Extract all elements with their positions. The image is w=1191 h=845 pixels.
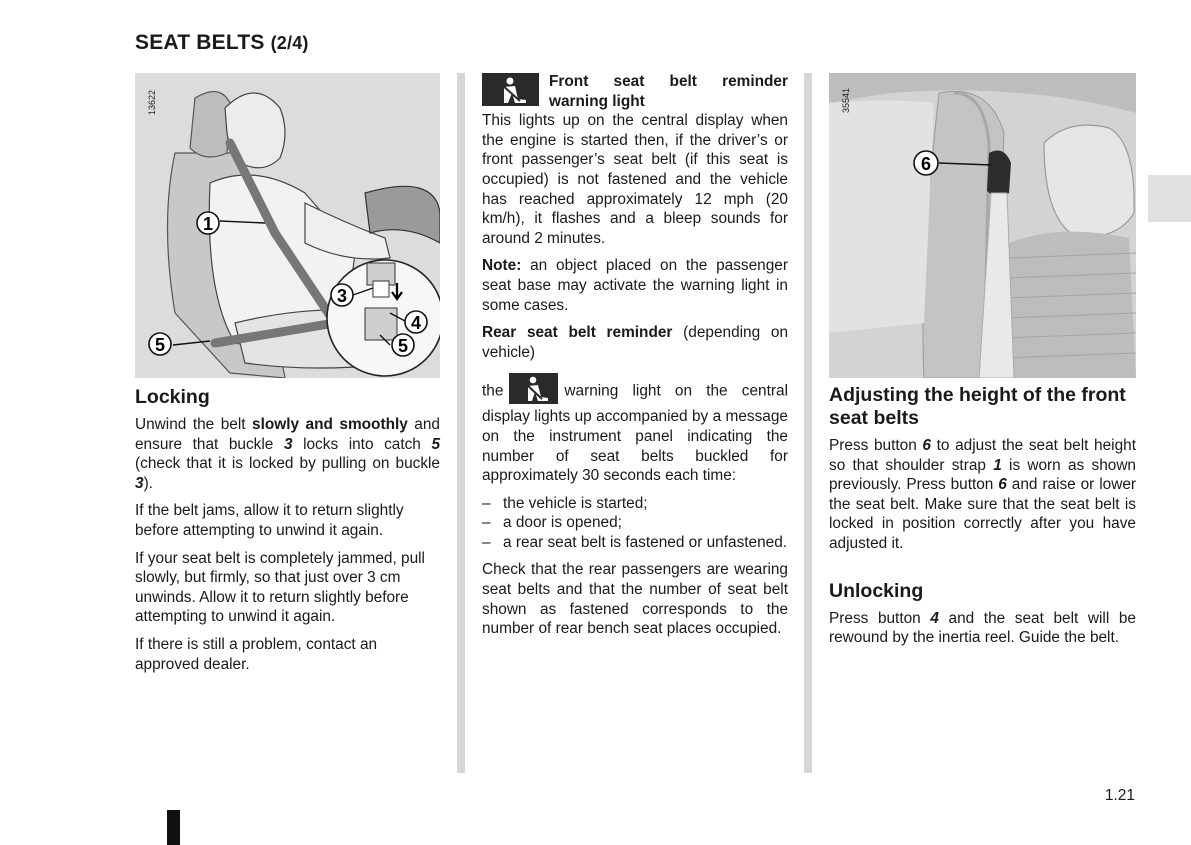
locking-heading: Locking — [135, 386, 210, 408]
front-reminder-title-2: warning light — [549, 92, 645, 110]
page-title-text: SEAT BELTS — [135, 31, 265, 54]
column-divider-2 — [804, 73, 812, 773]
locking-paragraph-4: If there is still a problem, contact an approved dealer. — [135, 635, 378, 673]
callout-1: 1 — [202, 214, 214, 234]
rear-reminder-body: the warning light on the central display lights up accompanied by a message on the instrument panel indicating the number of seat belts buckled for approximately 30 seconds each time: — [482, 376, 788, 485]
rear-reminder-conditions — [482, 494, 788, 553]
unlocking-heading: Unlocking — [829, 579, 924, 602]
locking-paragraph-2: If the belt jams, allow it to return slightly before attempting to unwind it again. — [135, 502, 404, 539]
adjust-body: Press button 6 to adjust the seat belt height so that shoulder strap 1 is worn as shown previously. Press button 6 and raise or lower the seat belt. Make sure that the seat belt is locked in position correctly after you have adjusted it. — [829, 437, 1136, 552]
figure-ref-code: 13622 — [147, 89, 157, 115]
column-locking — [135, 73, 440, 682]
column-reminders — [482, 72, 788, 647]
page-title-part: (2/4) — [270, 33, 309, 53]
column-adjusting — [829, 73, 1136, 656]
unlocking-body: Press button 4 and the seat belt will be rewound by the inertia reel. Guide the belt. — [829, 609, 1136, 647]
column-divider-1 — [457, 73, 465, 773]
callout-6: 6 — [920, 154, 932, 174]
front-reminder-header — [482, 72, 788, 111]
rear-reminder-heading: Rear seat belt reminder (depending on vehicle) — [482, 324, 789, 361]
section-tab — [1148, 175, 1191, 222]
corner-mark — [167, 810, 180, 845]
callout-4: 4 — [410, 313, 422, 333]
driver-illustration-graphic — [135, 73, 440, 378]
locking-paragraph-3: If your seat belt is completely jammed, pull slowly, but firmly, so that just over 3 cm unwinds. Allow it to return slightly before attempting to unwind it again. — [135, 549, 425, 626]
pillar-illustration-graphic — [829, 73, 1136, 378]
page-number: 1.21 — [1104, 787, 1135, 804]
seat-belt-height-illustration — [829, 73, 1136, 378]
locking-paragraph-1: Unwind the belt slowly and smoothly and ensure that buckle 3 locks into catch 5 (check that it is locked by pulling on buckle 3). — [135, 416, 441, 492]
rear-reminder-check: Check that the rear passengers are wearing seat belts and that the number of seat belt shown as fastened corresponds to the number of rear bench seat places occupied. — [482, 561, 788, 638]
driver-seat-belt-illustration — [135, 73, 440, 378]
front-reminder-title-1: Front seat belt reminder — [549, 73, 788, 90]
list-item: – the vehicle is started; — [482, 494, 788, 514]
seat-belt-warning-icon — [482, 73, 539, 106]
adjust-heading: Adjusting the height of the front seat belts — [829, 384, 1126, 429]
front-reminder-note: Note: an object placed on the passenger seat base may activate the warning light in some cases. — [482, 257, 788, 314]
figure-ref-code: 35541 — [841, 87, 851, 113]
callout-3: 3 — [336, 286, 348, 306]
page-title — [135, 31, 309, 55]
list-item: – a rear seat belt is fastened or unfastened. — [482, 533, 788, 553]
callout-5: 5 — [154, 335, 166, 355]
rear-seat-belt-warning-icon — [509, 373, 558, 404]
callout-5-inset: 5 — [397, 336, 409, 356]
front-reminder-body: This lights up on the central display when the engine is started then, if the driver’s or front passenger’s seat belt (if this seat is occupied) is not fastened and the vehicle has reached approximately 12 mph (20 km/h), it flashes and a bleep sounds for around 2 minutes. — [482, 112, 788, 247]
list-item: – a door is opened; — [482, 513, 788, 533]
